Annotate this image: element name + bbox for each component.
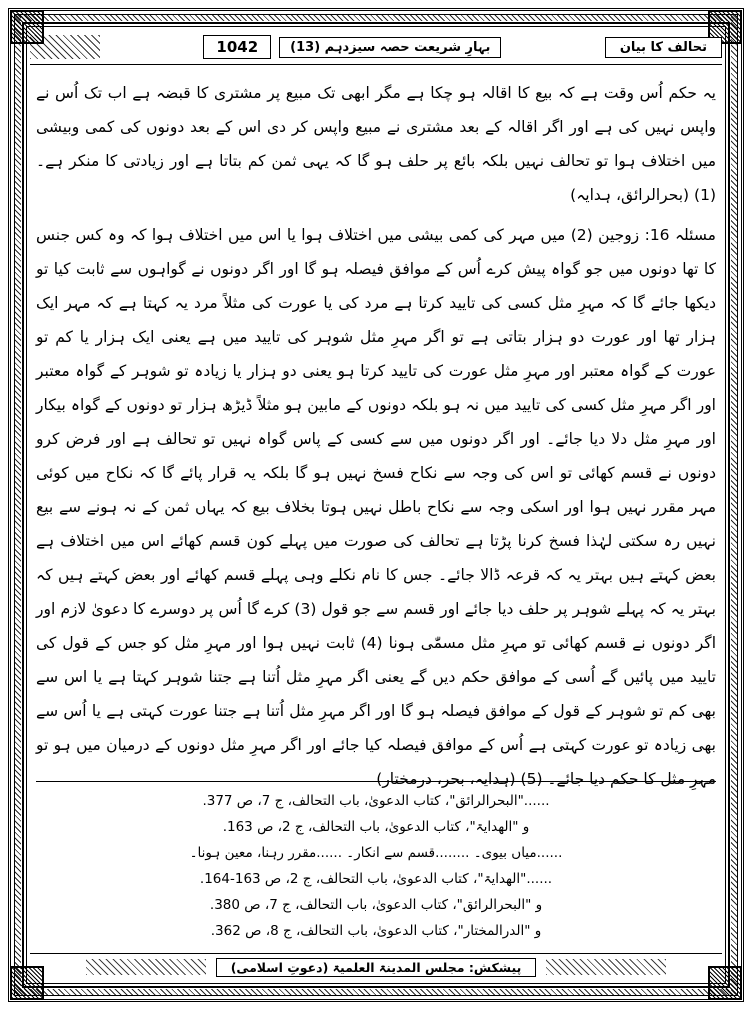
chapter-title: تحالف کا بیان bbox=[605, 37, 722, 58]
page-footer bbox=[30, 953, 722, 980]
footer-ornament-left bbox=[86, 959, 206, 975]
footnote-line: و "الھدایۃ"، کتاب الدعویٰ، باب التحالف، ج 2، ص 163. bbox=[222, 819, 530, 835]
publisher-credit: پیشکش: مجلس المدینۃ العلمیۃ (دعوتِ اسلامی) bbox=[216, 958, 537, 977]
paragraph-2-masla-16: مسئلہ 16: زوجین (2) میں مہر کی کمی بیشی میں اختلاف ہوا یا اس میں اختلاف ہوا کہ وہ کس جنس کا تھا دونوں میں جو گواہ پیش کرے اُس کے موافق فیصلہ ہو گا اور اگر دونوں نے گواہوں سے ثابت کیا تو دیکھا جائے گا کہ مہرِ مثل کسی کی تایید کرتا ہے مرد کی یا عورت کی مثلاً مرد یہ کہتا ہے کہ مہر ایک ہزار تھا اور عورت دو ہزار بتاتی ہے تو اگر مہرِ مثل شوہر کی تایید میں ہے یعنی ایک ہزار یا کم تو عورت کے گواہ معتبر اور مہرِ مثل عورت کی تایید کرتا ہو یعنی دو ہزار یا زیادہ تو شوہر کے گواہ معتبر اور اگر مہرِ مثل کسی کی تایید میں نہ ہو بلکہ دونوں کے مابین ہو مثلاً ڈیڑھ ہزار تو دونوں کے گواہ بیکار اور مہرِ مثل دلا دیا جائے۔ اور اگر دونوں میں سے کسی کے پاس گواہ نہیں تو تحالف ہے اور فرض کرو دونوں نے قسم کھائی تو اس کی وجہ سے نکاح فسخ نہیں ہو گا بلکہ یہ قرار پائے گا کہ نکاح میں کوئی مہر مقرر نہیں ہوا اور اسکی وجہ سے نکاح باطل نہیں ہوتا بخلاف بیع کہ یہاں ثمن کے نہ ہونے سے بیع نہیں رہ سکتی لہٰذا فسخ کرنا پڑتا ہے تحالف کی صورت میں پہلے کون قسم کھائے اس میں اختلاف ہے بعض کہتے ہیں بہتر یہ کہ قرعہ ڈالا جائے۔ جس کا نام نکلے وہی پہلے قسم کھائے اور بعض کہتے ہیں کہ بہتر یہ کہ پہلے شوہر پر حلف دیا جائے اور قسم سے جو قول (3) کرے گا اُس پر دوسرے کا دعویٰ لازم اور اگر دونوں نے قسم کھائی تو مہرِ مثل مسمّٰی ہونا (4) ثابت نہیں ہوا اور مہرِ مثل کو جس کے قول کی تایید میں پائیں گے اُسی کے موافق حکم دیں گے یعنی اگر مہرِ مثل اُتنا ہے جتنا شوہر کہتا ہے یا اس سے بھی کم تو شوہر کے قول کے موافق فیصلہ ہو گا اور اگر مہرِ مثل اُتنا ہے جتنا عورت کہتی ہے یا اُس سے بھی زیادہ تو عورت کہتی ہے اُس کے موافق فیصلہ کیا جائے اور اگر مہرِ مثل دونوں کے درمیان میں ہو تو مہرِ مثل کا حکم دیا جائے۔ (5) (ہدایہ، بحر، درمختار) bbox=[36, 226, 716, 788]
paragraph-1: یہ حکم اُس وقت ہے کہ بیع کا اقالہ ہو چکا ہے مگر ابھی تک مبیع پر مشتری کا قبضہ ہے اب تک اُس نے واپس نہیں کی ہے اور اگر اقالہ کے بعد مشتری نے مبیع واپس کر دی اس کے بعد دونوں کی کمی وبیشی میں اختلاف ہوا تو تحالف نہیں بلکہ بائع پر حلف ہو گا کہ یہی ثمن کم بتاتا ہے اور زیادتی کا منکر ہے۔ (1) (بحرالرائق، ہدایہ) bbox=[36, 84, 716, 204]
footer-ornament-right bbox=[546, 959, 666, 975]
page-number: 1042 bbox=[203, 35, 271, 59]
footnotes-block bbox=[36, 781, 716, 944]
footnote-line: ......میاں بیوی۔ ........قسم سے انکار۔ ......مقرر رہنا، معین ہونا۔ bbox=[189, 845, 563, 861]
footnote-line: ......"البحرالرائق"، کتاب الدعویٰ، باب التحالف، ج 7، ص 377. bbox=[202, 793, 550, 809]
book-title: بہارِ شریعت حصہ سیزدہم (13) bbox=[279, 37, 501, 58]
header-ornament-right bbox=[30, 35, 100, 59]
footnote-line: و "الدرالمختار"، کتاب الدعویٰ، باب التحالف، ج 8، ص 362. bbox=[210, 923, 542, 939]
footnote-line: ......"الھدایۃ"، کتاب الدعویٰ، باب التحالف، ج 2، ص 163-164. bbox=[199, 871, 553, 887]
header-center-group bbox=[203, 35, 501, 59]
footnote-line: و "البحرالرائق"، کتاب الدعویٰ، باب التحالف، ج 7، ص 380. bbox=[209, 897, 543, 913]
page-header bbox=[30, 30, 722, 65]
